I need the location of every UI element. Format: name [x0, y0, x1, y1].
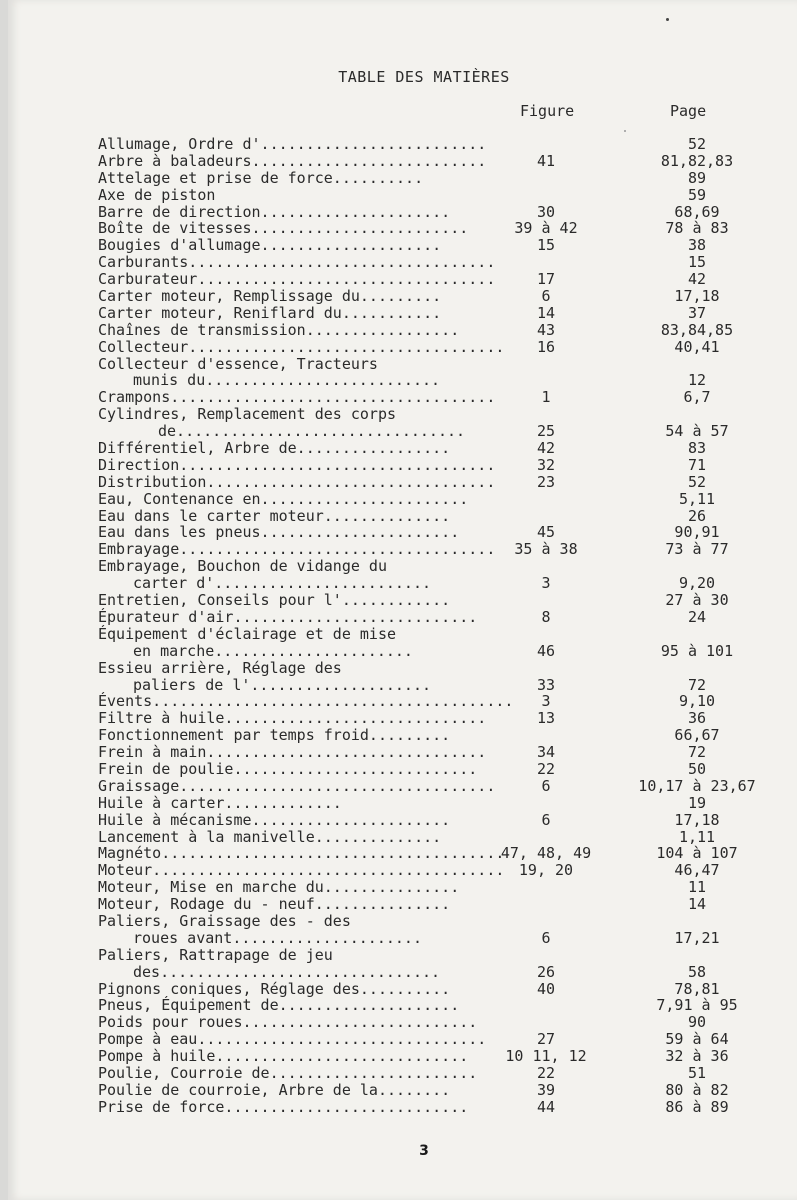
toc-row	[8, 491, 797, 508]
toc-entry-figure: 8	[541, 607, 551, 626]
toc-entry-figure: 35 à 38	[514, 540, 578, 559]
toc-entry-text: Évents........................................	[98, 692, 514, 711]
toc-entry-page: 24	[687, 607, 707, 626]
toc-entry-text: roues avant.....................	[133, 928, 422, 947]
toc-entry-figure: 22	[536, 759, 556, 778]
toc-entry-text: Barre de direction.....................	[98, 202, 451, 221]
toc-entry-figure: 27	[536, 1030, 556, 1049]
toc-row	[8, 524, 797, 541]
toc-entry-figure: 1	[541, 388, 551, 407]
toc-entry-page: 9,20	[678, 574, 716, 593]
toc-entry-text: Moteur.......................................	[98, 861, 505, 880]
toc-entry-text: Paliers, Rattrapage de jeu	[98, 945, 333, 964]
toc-row	[8, 356, 797, 373]
toc-row	[8, 727, 797, 744]
toc-entry-figure: 40	[536, 979, 556, 998]
toc-row	[8, 845, 797, 862]
toc-row	[8, 1048, 797, 1065]
toc-entry-figure: 22	[536, 1063, 556, 1082]
toc-row	[8, 812, 797, 829]
toc-entry-page: 95 à 101	[660, 641, 734, 660]
toc-entry-text: Bougies d'allumage....................	[98, 236, 442, 255]
toc-entry-page: 54 à 57	[665, 422, 729, 441]
toc-entry-text: Chaînes de transmission.................	[98, 320, 460, 339]
toc-entry-page: 71	[687, 455, 707, 474]
toc-row	[8, 541, 797, 558]
toc-row	[8, 153, 797, 170]
toc-entry-figure: 46	[536, 641, 556, 660]
toc-entry-text: Poulie, Courroie de.......................	[98, 1063, 478, 1082]
toc-row	[8, 964, 797, 981]
toc-entry-page: 46,47	[674, 861, 720, 880]
toc-entry-figure: 32	[536, 455, 556, 474]
table-of-contents	[8, 136, 797, 1116]
toc-entry-figure: 6	[541, 928, 551, 947]
toc-entry-page: 59	[687, 185, 707, 204]
toc-row	[8, 423, 797, 440]
toc-entry-text: Différentiel, Arbre de.................	[98, 439, 451, 458]
toc-row	[8, 1065, 797, 1082]
toc-row	[8, 406, 797, 423]
toc-entry-page: 52	[687, 472, 707, 491]
toc-entry-page: 58	[687, 962, 707, 981]
toc-entry-page: 51	[687, 1063, 707, 1082]
toc-entry-page: 59 à 64	[665, 1030, 729, 1049]
toc-entry-figure: 44	[536, 1097, 556, 1116]
toc-row	[8, 862, 797, 879]
toc-row	[8, 170, 797, 187]
toc-row	[8, 204, 797, 221]
toc-row	[8, 677, 797, 694]
toc-row	[8, 795, 797, 812]
toc-entry-page: 90,91	[674, 523, 720, 542]
toc-entry-figure: 6	[541, 287, 551, 306]
toc-entry-page: 68,69	[674, 202, 720, 221]
toc-entry-page: 38	[687, 236, 707, 255]
toc-entry-text: Collecteur d'essence, Tracteurs	[98, 354, 378, 373]
toc-entry-page: 42	[687, 270, 707, 289]
toc-entry-text: Eau dans les pneus......................	[98, 523, 460, 542]
toc-entry-page: 19	[687, 793, 707, 812]
toc-entry-text: Paliers, Graissage des - des	[98, 911, 351, 930]
toc-entry-figure: 17	[536, 270, 556, 289]
toc-entry-figure: 16	[536, 337, 556, 356]
toc-row	[8, 372, 797, 389]
toc-row	[8, 710, 797, 727]
document-page	[8, 0, 797, 1200]
toc-entry-figure: 43	[536, 320, 556, 339]
toc-row	[8, 778, 797, 795]
toc-row	[8, 237, 797, 254]
toc-entry-page: 90	[687, 1013, 707, 1032]
toc-entry-figure: 47, 48, 49	[500, 844, 592, 863]
toc-row	[8, 288, 797, 305]
toc-entry-text: Embrayage...................................	[98, 540, 496, 559]
toc-entry-page: 80 à 82	[665, 1080, 729, 1099]
toc-row	[8, 457, 797, 474]
toc-entry-text: Fonctionnement par temps froid.........	[98, 726, 451, 745]
toc-entry-text: Poids pour roues..........................	[98, 1013, 478, 1032]
toc-entry-figure: 14	[536, 303, 556, 322]
toc-entry-page: 83	[687, 439, 707, 458]
toc-entry-page: 86 à 89	[665, 1097, 729, 1116]
toc-row	[8, 660, 797, 677]
toc-entry-text: Moteur, Mise en marche du...............	[98, 878, 460, 897]
page-title: TABLE DES MATIÈRES	[338, 68, 510, 86]
toc-entry-text: Axe de piston	[98, 185, 216, 204]
toc-entry-figure: 6	[541, 776, 551, 795]
toc-entry-page: 17,18	[674, 810, 720, 829]
toc-entry-page: 26	[687, 506, 707, 525]
toc-entry-text: Carburateur.................................	[98, 270, 496, 289]
toc-row	[8, 322, 797, 339]
toc-row	[8, 896, 797, 913]
toc-entry-text: Lancement à la manivelle..............	[98, 827, 442, 846]
toc-entry-page: 72	[687, 675, 707, 694]
toc-row	[8, 1014, 797, 1031]
toc-entry-text: Frein à main...............................	[98, 743, 487, 762]
page-number: 3	[419, 1143, 429, 1159]
toc-entry-text: Distribution................................	[98, 472, 496, 491]
toc-entry-page: 104 à 107	[656, 844, 738, 863]
toc-entry-text: Allumage, Ordre d'.........................	[98, 135, 487, 153]
toc-entry-page: 27 à 30	[665, 591, 729, 610]
toc-row	[8, 693, 797, 710]
toc-entry-page: 78,81	[674, 979, 720, 998]
toc-entry-figure: 34	[536, 743, 556, 762]
toc-entry-page: 83,84,85	[660, 320, 734, 339]
toc-row	[8, 609, 797, 626]
toc-row	[8, 1099, 797, 1116]
toc-entry-page: 36	[687, 709, 707, 728]
toc-row	[8, 744, 797, 761]
toc-entry-figure: 41	[536, 151, 556, 170]
toc-entry-text: Équipement d'éclairage et de mise	[98, 624, 397, 643]
toc-row	[8, 339, 797, 356]
toc-row	[8, 220, 797, 237]
toc-entry-text: Pignons coniques, Réglage des..........	[98, 979, 451, 998]
toc-entry-text: Essieu arrière, Réglage des	[98, 658, 342, 677]
toc-entry-text: Arbre à baladeurs..........................	[98, 151, 487, 170]
toc-row	[8, 1082, 797, 1099]
toc-entry-text: Attelage et prise de force..........	[98, 168, 424, 187]
toc-entry-figure: 39 à 42	[514, 219, 578, 238]
toc-entry-text: Carter moteur, Reniflard du...........	[98, 303, 442, 322]
toc-entry-page: 1,11	[678, 827, 716, 846]
toc-entry-text: Graissage...................................	[98, 776, 496, 795]
toc-entry-text: des...............................	[133, 962, 441, 981]
toc-entry-figure: 6	[541, 810, 551, 829]
toc-row	[8, 626, 797, 643]
toc-entry-text: Pompe à eau................................	[98, 1030, 487, 1049]
toc-entry-text: Huile à carter.............	[98, 793, 342, 812]
toc-row	[8, 508, 797, 525]
toc-entry-figure: 3	[541, 692, 551, 711]
toc-entry-figure: 23	[536, 472, 556, 491]
toc-entry-text: en marche......................	[133, 641, 413, 660]
toc-entry-text: Direction...................................	[98, 455, 496, 474]
toc-entry-text: Huile à mécanisme......................	[98, 810, 451, 829]
toc-entry-page: 15	[687, 253, 707, 272]
toc-row	[8, 913, 797, 930]
toc-entry-text: Frein de poulie...........................	[98, 759, 478, 778]
toc-row	[8, 930, 797, 947]
toc-entry-figure: 10 11, 12	[505, 1047, 587, 1066]
toc-entry-page: 17,21	[674, 928, 720, 947]
toc-entry-figure: 39	[536, 1080, 556, 1099]
toc-entry-page: 40,41	[674, 337, 720, 356]
toc-entry-figure: 42	[536, 439, 556, 458]
toc-row	[8, 1031, 797, 1048]
toc-entry-page: 17,18	[674, 287, 720, 306]
toc-row	[8, 643, 797, 660]
toc-row	[8, 761, 797, 778]
toc-row	[8, 254, 797, 271]
toc-entry-figure: 33	[536, 675, 556, 694]
toc-entry-page: 32 à 36	[665, 1047, 729, 1066]
toc-entry-text: paliers de l'....................	[133, 675, 432, 694]
toc-entry-page: 66,67	[674, 726, 720, 745]
toc-entry-text: Épurateur d'air...........................	[98, 607, 478, 626]
toc-row	[8, 997, 797, 1014]
toc-row	[8, 879, 797, 896]
toc-entry-figure: 13	[536, 709, 556, 728]
toc-entry-text: Pompe à huile............................	[98, 1047, 469, 1066]
toc-entry-figure: 30	[536, 202, 556, 221]
toc-row	[8, 305, 797, 322]
toc-row	[8, 829, 797, 846]
paper-speck	[666, 18, 669, 21]
toc-entry-page: 37	[687, 303, 707, 322]
toc-entry-text: Boîte de vitesses........................	[98, 219, 469, 238]
toc-row	[8, 575, 797, 592]
figure-column-header: Figure	[520, 102, 575, 120]
toc-entry-text: Entretien, Conseils pour l'............	[98, 591, 451, 610]
toc-row	[8, 558, 797, 575]
toc-entry-page: 72	[687, 743, 707, 762]
toc-entry-text: Collecteur...................................	[98, 337, 505, 356]
toc-row	[8, 187, 797, 204]
toc-entry-figure: 45	[536, 523, 556, 542]
toc-entry-text: Carter moteur, Remplissage du.........	[98, 287, 442, 306]
toc-row	[8, 136, 797, 153]
toc-entry-text: munis du..........................	[133, 371, 441, 390]
toc-entry-page: 78 à 83	[665, 219, 729, 238]
toc-entry-page: 5,11	[678, 489, 716, 508]
toc-entry-text: Filtre à huile.............................	[98, 709, 487, 728]
toc-entry-text: Carburants..................................	[98, 253, 496, 272]
toc-row	[8, 271, 797, 288]
toc-entry-text: Crampons....................................	[98, 388, 496, 407]
page-column-header: Page	[670, 102, 707, 120]
toc-entry-text: Prise de force...........................	[98, 1097, 469, 1116]
toc-row	[8, 440, 797, 457]
toc-entry-figure: 25	[536, 422, 556, 441]
toc-row	[8, 389, 797, 406]
toc-entry-text: Embrayage, Bouchon de vidange du	[98, 557, 387, 576]
toc-entry-page: 6,7	[683, 388, 711, 407]
toc-entry-figure: 19, 20	[518, 861, 574, 880]
toc-entry-text: Pneus, Équipement de....................	[98, 996, 460, 1015]
toc-entry-page: 9,10	[678, 692, 716, 711]
toc-entry-page: 81,82,83	[660, 151, 734, 170]
toc-entry-page: 50	[687, 759, 707, 778]
toc-entry-page: 11	[687, 878, 707, 897]
toc-entry-page: 10,17 à 23,67	[638, 776, 756, 795]
toc-entry-page: 14	[687, 895, 707, 914]
toc-entry-page: 73 à 77	[665, 540, 729, 559]
toc-row	[8, 981, 797, 998]
toc-entry-text: Magnéto......................................	[98, 844, 505, 863]
toc-entry-text: Poulie de courroie, Arbre de la........	[98, 1080, 451, 1099]
toc-row	[8, 592, 797, 609]
toc-entry-figure: 15	[536, 236, 556, 255]
toc-row	[8, 474, 797, 491]
toc-entry-page: 89	[687, 168, 707, 187]
toc-entry-text: Eau dans le carter moteur..............	[98, 506, 451, 525]
toc-entry-text: de................................	[158, 422, 466, 441]
paper-speck	[624, 130, 626, 132]
toc-entry-text: Moteur, Rodage du - neuf...............	[98, 895, 451, 914]
toc-entry-text: carter d'........................	[133, 574, 432, 593]
toc-entry-text: Cylindres, Remplacement des corps	[98, 405, 397, 424]
toc-entry-figure: 3	[541, 574, 551, 593]
toc-entry-page: 12	[687, 371, 707, 390]
toc-entry-page: 52	[687, 135, 707, 153]
toc-entry-figure: 26	[536, 962, 556, 981]
toc-row	[8, 947, 797, 964]
toc-entry-text: Eau, Contenance en.......................	[98, 489, 469, 508]
toc-entry-page: 7,91 à 95	[656, 996, 738, 1015]
